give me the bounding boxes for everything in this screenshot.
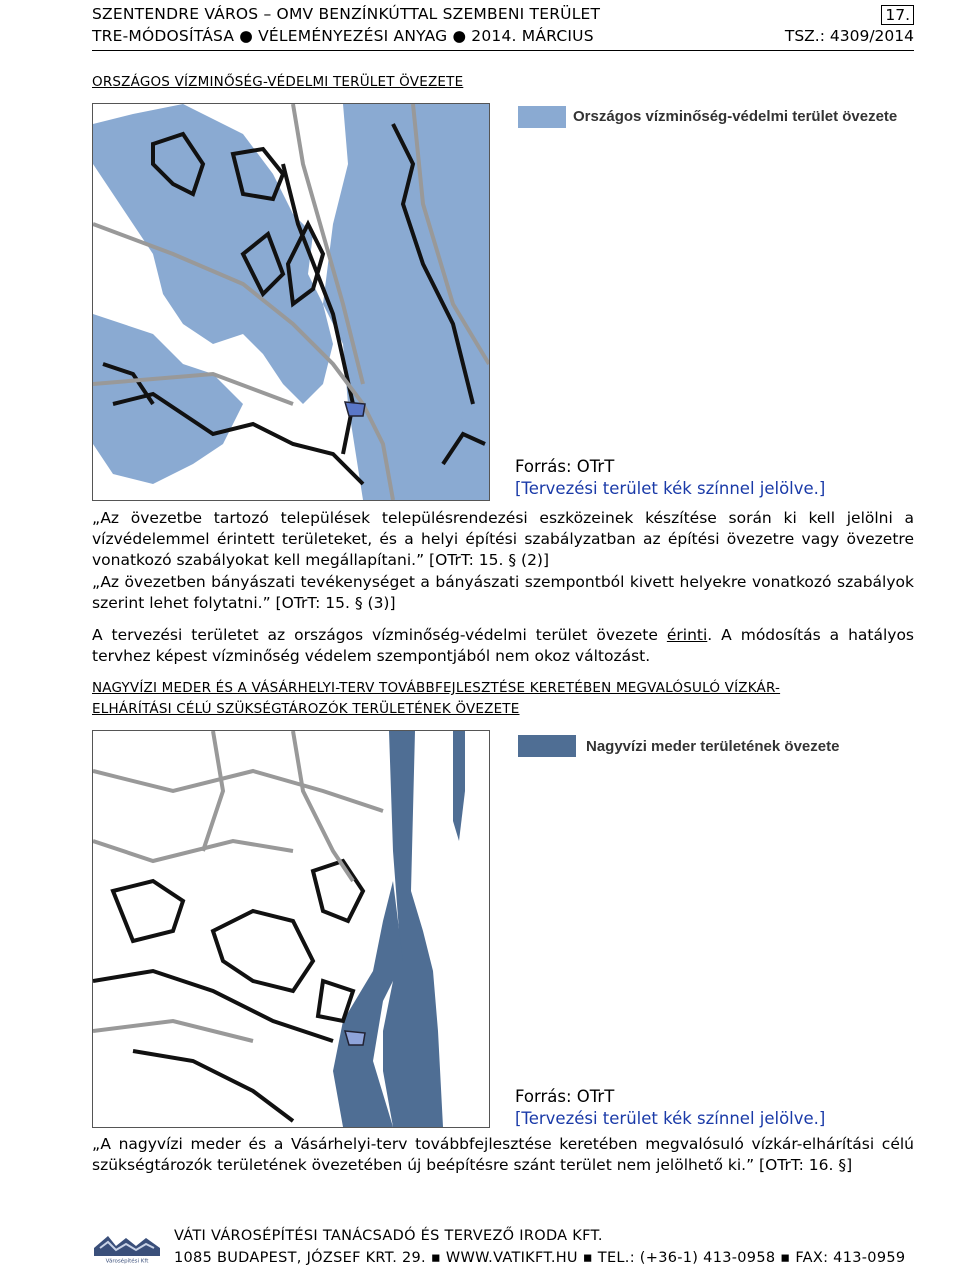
conclusion-text-after: . A módosítás a hatályos tervhez képest vízminőség védelem szempontjából nem okoz változást. [92, 626, 914, 665]
quote-paragraph-2: „Az övezetben bányászati tevékenységet a bányászati szempontból kivett helyekre vonatkozó szabályok szerint lehet folytatni.” [OTrT: 15. § (3)] [92, 573, 914, 612]
legend-label-water-quality: Országos vízminőség-védelmi terület övezete [573, 108, 898, 125]
source-text-1: Forrás: OTrT [515, 457, 615, 476]
legend-swatch-water-quality [518, 106, 566, 128]
page-number: 17. [881, 5, 914, 25]
planning-area-marker-2 [345, 1031, 365, 1045]
conclusion-paragraph [92, 625, 914, 667]
legend-label-floodplain: Nagyvízi meder területének övezete [586, 738, 840, 755]
logo-caption: Városépítési Kft [105, 1258, 149, 1264]
water-quality-map-drawing [93, 104, 489, 500]
quote-paragraph-1: „Az övezetbe tartozó települések településrendezési eszközeinek készítése során ki kell jelölni a vízvédelemmel érintett területeket, és a helyi építési szabályzatban az építési övezetre vagy övezetre vonatkozó szabályokat kell megállapítani.” [OTrT: 15. § (2)] [92, 509, 914, 569]
section1-title: ORSZÁGOS VÍZMINŐSÉG-VÉDELMI TERÜLET ÖVEZETE [92, 74, 464, 90]
water-quality-map [92, 103, 490, 501]
vati-logo [92, 1232, 162, 1264]
header-subtitle: TRE-MÓDOSÍTÁSA ● VÉLEMÉNYEZÉSI ANYAG ● 2014. MÁRCIUS [92, 27, 594, 45]
source-text-2: Forrás: OTrT [515, 1087, 615, 1106]
planning-area-marker [345, 402, 365, 416]
planning-area-note-1: [Tervezési terület kék színnel jelölve.] [515, 479, 826, 498]
floodplain-map [92, 730, 490, 1128]
footer-company: VÁTI VÁROSÉPÍTÉSI TANÁCSADÓ ÉS TERVEZŐ IRODA KFT. [174, 1228, 603, 1244]
planning-area-note-2: [Tervezési terület kék színnel jelölve.] [515, 1109, 826, 1128]
section2-title-line1: NAGYVÍZI MEDER ÉS A VÁSÁRHELYI-TERV TOVÁBBFEJLESZTÉSE KERETÉBEN MEGVALÓSULÓ VÍZKÁR- [92, 680, 781, 696]
footer-contact: 1085 BUDAPEST, JÓZSEF KRT. 29. ▪ WWW.VATIKFT.HU ▪ TEL.: (+36-1) 413-0958 ▪ FAX: 413-0959 [174, 1250, 906, 1266]
floodplain-map-drawing [93, 731, 489, 1127]
conclusion-text-before: A tervezési területet az országos vízminőség-védelmi terület övezete [92, 626, 667, 644]
settlement-boundaries-2 [93, 861, 363, 1121]
quote-paragraph-3: „A nagyvízi meder és a Vásárhelyi-terv továbbfejlesztése keretében megvalósuló vízkár-elhárítási célú szükségtározók területének övezetében új beépítésre szánt terület nem jelölhető ki.” [OTrT: 16. §] [92, 1135, 914, 1174]
floodplain-river-side [453, 731, 465, 841]
legend-swatch-floodplain [518, 735, 576, 757]
header-title: SZENTENDRE VÁROS – OMV BENZÍNKÚTTAL SZEMBENI TERÜLET [92, 5, 601, 23]
header-divider [92, 50, 914, 51]
header-reference: TSZ.: 4309/2014 [784, 27, 914, 45]
conclusion-emphasis-link: érinti [666, 626, 708, 644]
section2-title-line2: ELHÁRÍTÁSI CÉLÚ SZÜKSÉGTÁROZÓK TERÜLETÉNEK ÖVEZETE [92, 701, 520, 717]
